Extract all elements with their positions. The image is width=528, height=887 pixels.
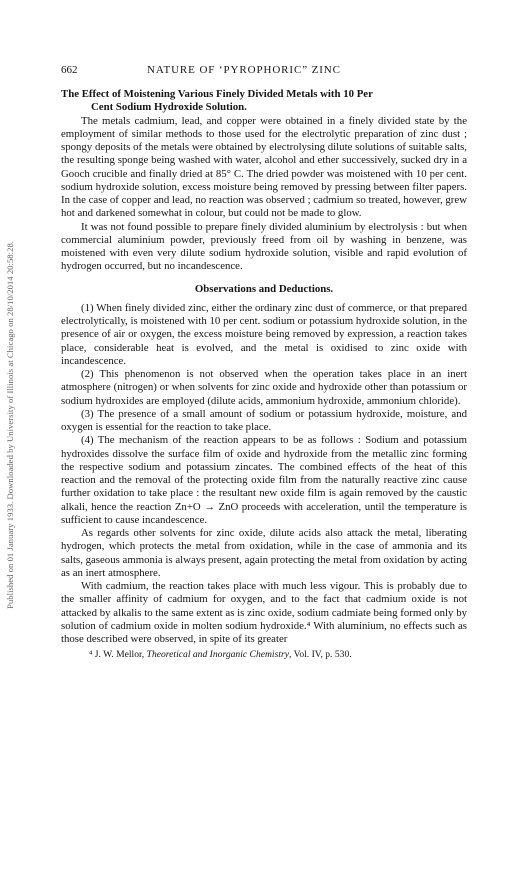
article-body [61, 88, 467, 661]
paragraph: The metals cadmium, lead, and copper were obtained in a finely divided state by the employment of similar methods to those used for the electrolytic preparation of zinc dust ; spongy deposits of the metals were obtained by electrolysing dilute solutions of suitable salts, the resulting sponge being washed with water, alcohol and ether successively, sucked dry in a Gooch crucible and finally dried at 85° C. The dried powder was moistened with 10 per cent. sodium hydroxide solution, excess moisture being removed by pressing between filter papers. In the case of copper and lead, no reaction was observed ; cadmium so treated, however, grew hot and darkened somewhat in colour, but could not be made to glow. [61, 114, 467, 220]
page-header [61, 62, 461, 78]
footnote-author: J. W. Mellor, [92, 649, 147, 661]
footnote-marker: ⁴ [89, 649, 93, 661]
download-watermark-text: Published on 01 January 1933. Downloaded by University of Illinois at Chicago on 28/10/2014 20:58:28. [5, 241, 15, 609]
page-number: 662 [61, 64, 78, 76]
paragraph: (2) This phenomenon is not observed when the operation takes place in an inert atmosphere (nitrogen) or when solvents for zinc oxide and hydroxide other than potassium or sodium hydroxides are employed (dilute acids, ammonium hydroxide, ammonium chloride). [61, 368, 467, 407]
footnote [61, 649, 467, 661]
observations-heading: Observations and Deductions. [194, 282, 334, 295]
footnote-details: , Vol. IV, p. 530. [289, 649, 352, 661]
paragraph: (3) The presence of a small amount of sodium or potassium hydroxide, moisture, and oxygen is essential for the reaction to take place. [61, 407, 467, 433]
section-title-line-1: The Effect of Moistening Various Finely Divided Metals with 10 Per [61, 88, 373, 100]
section-title-line-2: Cent Sodium Hydroxide Solution. [91, 101, 247, 114]
paragraph: (1) When finely divided zinc, either the ordinary zinc dust of commerce, or that prepared electrolytically, is moistened with 10 per cent. sodium or potassium hydroxide solution, in the presence of air or oxygen, the excess moisture being removed by expression, a reaction takes place, considerable heat is evolved, and the metal is oxidised to zinc oxide with incandescence. [61, 301, 467, 367]
section-title [61, 88, 467, 115]
paragraph: (4) The mechanism of the reaction appears to be as follows : Sodium and potassium hydroxides dissolve the surface film of oxide and hydroxide from the metallic zinc forming the respective sodium and potassium zincates. The combined effects of the heat of this reaction and the removal of the protecting oxide film from the naturally reactive zinc cause further oxidation to take place : the resultant new oxide film is again removed by the caustic alkali, hence the reaction Zn+O → ZnO proceeds with acceleration, until the temperature is sufficient to cause incandescence. [61, 434, 467, 526]
download-watermark [2, 100, 18, 750]
paragraph: As regards other solvents for zinc oxide, dilute acids also attack the metal, liberating hydrogen, which protects the metal from oxidation, while in the case of ammonia and its salts, gaseous ammonia is always present, again protecting the metal from oxidation by acting as an inert atmosphere. [61, 527, 467, 579]
running-title: NATURE OF ‘PYROPHORIC” ZINC [147, 64, 341, 76]
paragraph: It was not found possible to prepare finely divided aluminium by electrolysis : but when commercial aluminium powder, previously freed from oil by washing in benzene, was moistened with even very dilute sodium hydroxide solution, visible and rapid evolution of hydrogen occurred, but no incandescence. [61, 220, 467, 273]
paragraph: With cadmium, the reaction takes place with much less vigour. This is probably due to the smaller affinity of cadmium for oxygen, and to the fact that cadmium oxide is not attacked by alkalis to the same extent as is zinc oxide, sodium cadmiate being formed only by solution of cadmium oxide in molten sodium hydroxide.⁴ With aluminium, no effects such as those described were observed, in spite of its greater [61, 580, 467, 645]
footnote-book-title: Theoretical and Inorganic Chemistry [146, 649, 289, 661]
